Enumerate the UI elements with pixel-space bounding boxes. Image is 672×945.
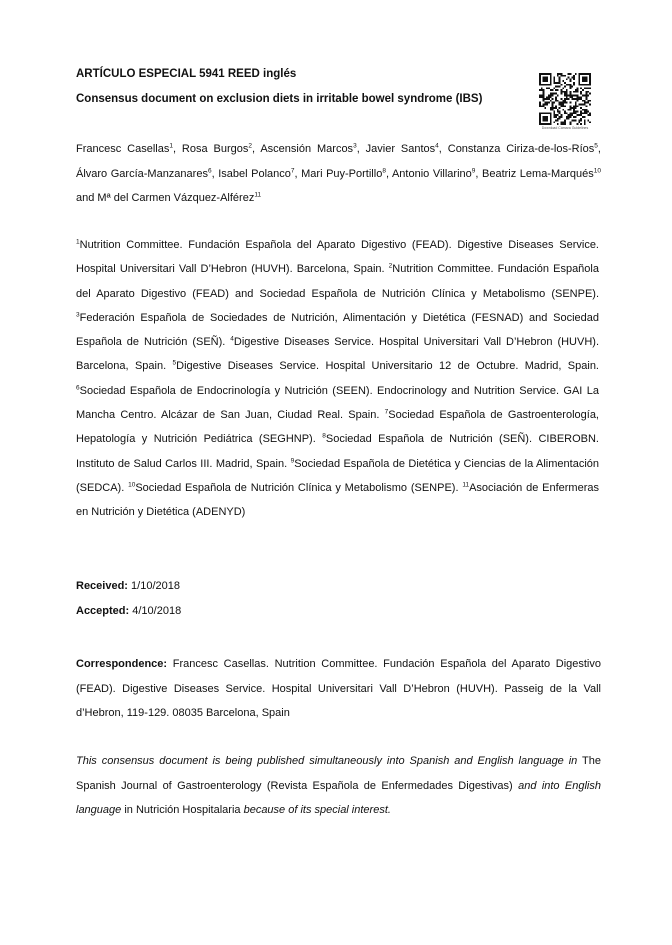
- affiliation-text: Nutrition Committee. Fundación Española del Aparato Digestivo (FEAD) and Sociedad Española de Nutrición Clínica y Metabolismo (SENPE).: [76, 263, 599, 300]
- affiliation-number: 2: [388, 262, 393, 270]
- author-item: [182, 143, 252, 155]
- affiliation-number: 6: [76, 384, 80, 392]
- correspondence-block: [76, 652, 601, 726]
- qr-caption: Download Cámara Guidelines: [541, 126, 589, 130]
- affiliation-text: Sociedad Española de Endocrinología y Nutrición (SEEN). Endocrinology and Nutrition Service. GAI La Mancha Centro. Alcázar de San Juan, Ciudad Real. Spain.: [76, 384, 599, 422]
- note-part-2: and into English language: [76, 779, 601, 816]
- affiliation-text: Sociedad Española de Nutrición (SEÑ). CIBEROBN. Instituto de Salud Carlos III. Madrid, Spain.: [76, 433, 599, 470]
- qr-code-icon[interactable]: [539, 73, 591, 125]
- author-name: Javier Santos: [365, 143, 436, 155]
- article-header: [76, 66, 516, 107]
- author-item: [76, 168, 212, 180]
- affiliation-number: 5: [172, 359, 177, 367]
- publication-note: [76, 749, 601, 823]
- author-conjunction: and: [76, 192, 98, 204]
- author-affiliation-number: 4: [435, 142, 439, 150]
- article-title: Consensus document on exclusion diets in irritable bowel syndrome (IBS): [76, 93, 483, 105]
- affiliation-item: [173, 360, 599, 372]
- author-name: Isabel Polanco: [218, 167, 291, 180]
- affiliation-number: 11: [462, 481, 470, 489]
- author-affiliation-number: 9: [471, 166, 476, 174]
- received-label: Received:: [76, 580, 128, 592]
- author-affiliation-number: 7: [290, 166, 295, 174]
- author-name: Álvaro García-Manzanares: [76, 167, 208, 180]
- received-value: 1/10/2018: [131, 580, 180, 592]
- author-item: [392, 168, 475, 180]
- author-item: [448, 143, 598, 155]
- author-name: Antonio Villarino: [391, 167, 472, 180]
- author-item: [260, 143, 356, 155]
- note-journal-2: Nutrición Hospitalaria: [135, 804, 241, 816]
- accepted-label: Accepted:: [76, 604, 130, 617]
- received-line: [76, 574, 476, 599]
- accepted-value: 4/10/2018: [132, 604, 182, 617]
- author-affiliation-number: 3: [353, 142, 357, 150]
- affiliation-number: 10: [128, 481, 136, 489]
- affiliation-number: 7: [384, 408, 389, 416]
- affiliation-text: Sociedad Española de Dietética y Ciencias de la Alimentación (SEDCA).: [76, 457, 600, 494]
- affiliation-number: 3: [76, 311, 80, 319]
- note-part-3: because of its special interest.: [243, 804, 391, 816]
- author-name: Constanza Ciriza-de-los-Ríos: [447, 143, 595, 155]
- author-affiliation-number: 8: [382, 166, 386, 174]
- author-item: [482, 168, 601, 180]
- author-affiliation-number: 10: [593, 166, 602, 174]
- author-name: Beatriz Lema-Marqués: [482, 167, 594, 180]
- author-item: [76, 143, 173, 155]
- affiliation-text: Sociedad Española de Nutrición Clínica y Metabolismo (SENPE).: [135, 481, 459, 494]
- correspondence-label: Correspondence:: [76, 658, 168, 670]
- author-name: Francesc Casellas: [76, 143, 170, 155]
- note-journal-1: The Spanish Journal of Gastroenterology (Revista Española de Enfermedades Digestivas): [76, 755, 601, 792]
- note-in-word: in: [124, 804, 133, 816]
- affiliation-number: 9: [290, 457, 295, 465]
- affiliation-text: Digestive Diseases Service. Hospital Universitari Vall D’Hebron (HUVH). Barcelona, Spain.: [76, 336, 599, 373]
- affiliation-number: 4: [230, 335, 234, 343]
- affiliation-text: Asociación de Enfermeras en Nutrición y Dietética (ADENYD): [76, 481, 599, 519]
- author-name: Ascensión Marcos: [260, 143, 354, 155]
- author-name: Mª del Carmen Vázquez-Alférez: [97, 192, 255, 204]
- article-kicker: ARTÍCULO ESPECIAL 5941 REED inglés: [76, 68, 297, 80]
- author-affiliation-number: 11: [254, 191, 262, 199]
- author-affiliation-number: 2: [248, 142, 252, 150]
- affiliation-text: Federación Española de Sociedades de Nutrición, Alimentación y Dietética (FESNAD) and Sociedad Española de Nutrición (SEÑ).: [76, 311, 599, 349]
- correspondence-text: Francesc Casellas. Nutrition Committee. Fundación Española del Aparato Digestivo (FEAD). Digestive Diseases Service. Hospital Universitari Vall D’Hebron (HUVH). Passeig de la Vall d’Hebron, 119-129. 08035 Barcelona, Spain: [76, 658, 601, 719]
- affiliation-list: [76, 233, 599, 525]
- author-list: Francesc Casellas$^1$, Rosa Burgos$^2$, Ascensión Marcos$^3$, Javier Santos$^4$, Constanza Ciriza-de-los-Ríos$^5$, Álvaro García-Manzanares$^6$, Isabel Polanco$^7$, Mari Puy-Portillo$^8$, Antonio Villarino$^9$, Beatriz Lema-Marqués$^{10}$ and Mª del Carmen Vázquez-Alférez$^{11}$: [76, 142, 602, 204]
- affiliation-number: 1: [76, 238, 80, 246]
- author-affiliation-number: 6: [207, 166, 212, 174]
- author-affiliation-number: 5: [594, 142, 598, 150]
- author-name: Mari Puy-Portillo: [301, 167, 383, 180]
- accepted-line: [76, 599, 476, 624]
- note-part-1: This consensus document is being published simultaneously into Spanish and English language in: [76, 755, 578, 767]
- affiliation-number: 8: [322, 432, 326, 440]
- author-affiliation-number: 1: [169, 142, 173, 150]
- author-item: [97, 192, 261, 204]
- author-item: [366, 143, 439, 155]
- affiliation-text: Sociedad Española de Gastroenterología, Hepatología y Nutrición Pediátrica (SEGHNP).: [76, 409, 599, 446]
- author-item: [301, 168, 386, 180]
- affiliation-item: [128, 482, 458, 494]
- affiliation-text: Digestive Diseases Service. Hospital Universitario 12 de Octubre. Madrid, Spain.: [176, 360, 599, 373]
- affiliation-text: Nutrition Committee. Fundación Española del Aparato Digestivo (FEAD). Digestive Diseases Service. Hospital Universitari Vall D’Hebron (HUVH). Barcelona, Spain.: [76, 239, 599, 276]
- author-name: Rosa Burgos: [181, 143, 249, 155]
- author-item: [218, 168, 294, 180]
- dates-block: [76, 574, 476, 623]
